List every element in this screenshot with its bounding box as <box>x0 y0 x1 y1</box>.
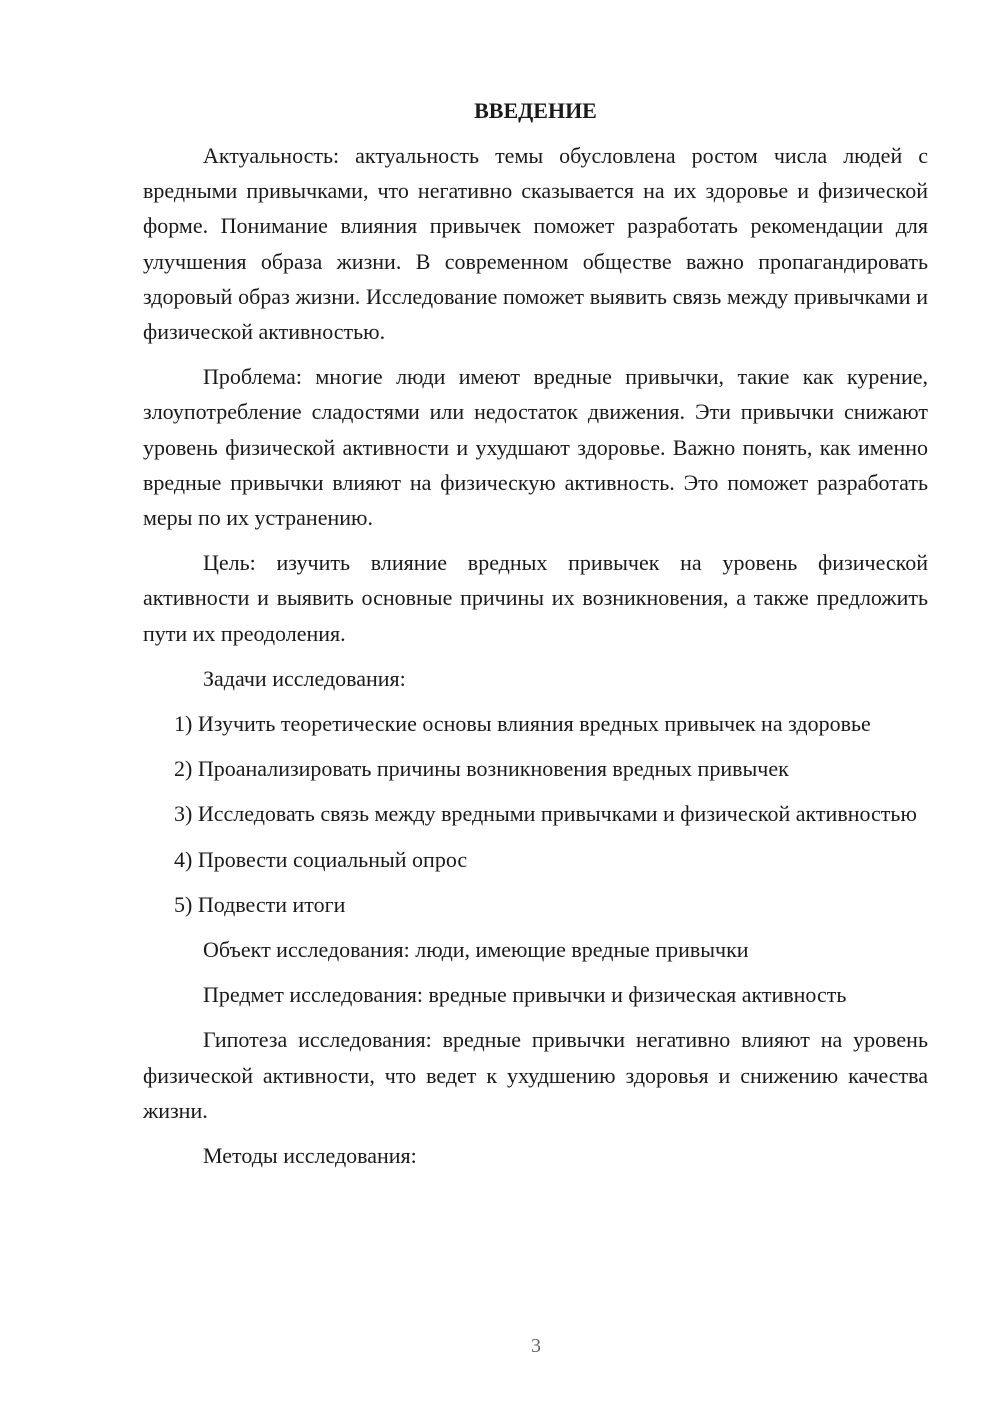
task-item-3: 3) Исследовать связь между вредными привычками и физической активностью <box>174 801 917 827</box>
task-item-1: 1) Изучить теоретические основы влияния вредных привычек на здоровье <box>174 711 871 737</box>
goal-paragraph: Цель: изучить влияние вредных привычек на уровень физической активности и выявить основные причины их возникновения, а также предложить пути их преодоления. <box>143 550 928 646</box>
relevance-paragraph: Актуальность: актуальность темы обусловлена ростом числа людей с вредными привычками, что негативно сказывается на их здоровье и физической форме. Понимание влияния привычек поможет разработать рекомендации для улучшения образа жизни. В современном обществе важно пропагандировать здоровый образ жизни. Исследование поможет выявить связь между привычками и физической активностью. <box>143 143 928 345</box>
problem-paragraph: Проблема: многие люди имеют вредные привычки, такие как курение, злоупотребление сладостями или недостаток движения. Эти привычки снижают уровень физической активности и ухудшают здоровье. Важно понять, как именно вредные привычки влияют на физическую активность. Это поможет разработать меры по их устранению. <box>143 364 928 531</box>
page-number: 3 <box>531 1335 541 1357</box>
task-item-4: 4) Провести социальный опрос <box>174 846 468 872</box>
task-item-5: 5) Подвести итоги <box>174 891 346 917</box>
page-content <box>143 93 928 1183</box>
tasks-heading: Задачи исследования: <box>203 665 406 691</box>
section-title: ВВЕДЕНИЕ <box>474 98 597 123</box>
object-paragraph: Объект исследования: люди, имеющие вредные привычки <box>203 937 749 963</box>
task-item-2: 2) Проанализировать причины возникновения вредных привычек <box>174 756 789 782</box>
methods-heading: Методы исследования: <box>203 1143 417 1169</box>
hypothesis-paragraph: Гипотеза исследования: вредные привычки негативно влияют на уровень физической активности, что ведет к ухудшению здоровья и снижению качества жизни. <box>143 1027 928 1123</box>
subject-paragraph: Предмет исследования: вредные привычки и физическая активность <box>203 982 847 1008</box>
